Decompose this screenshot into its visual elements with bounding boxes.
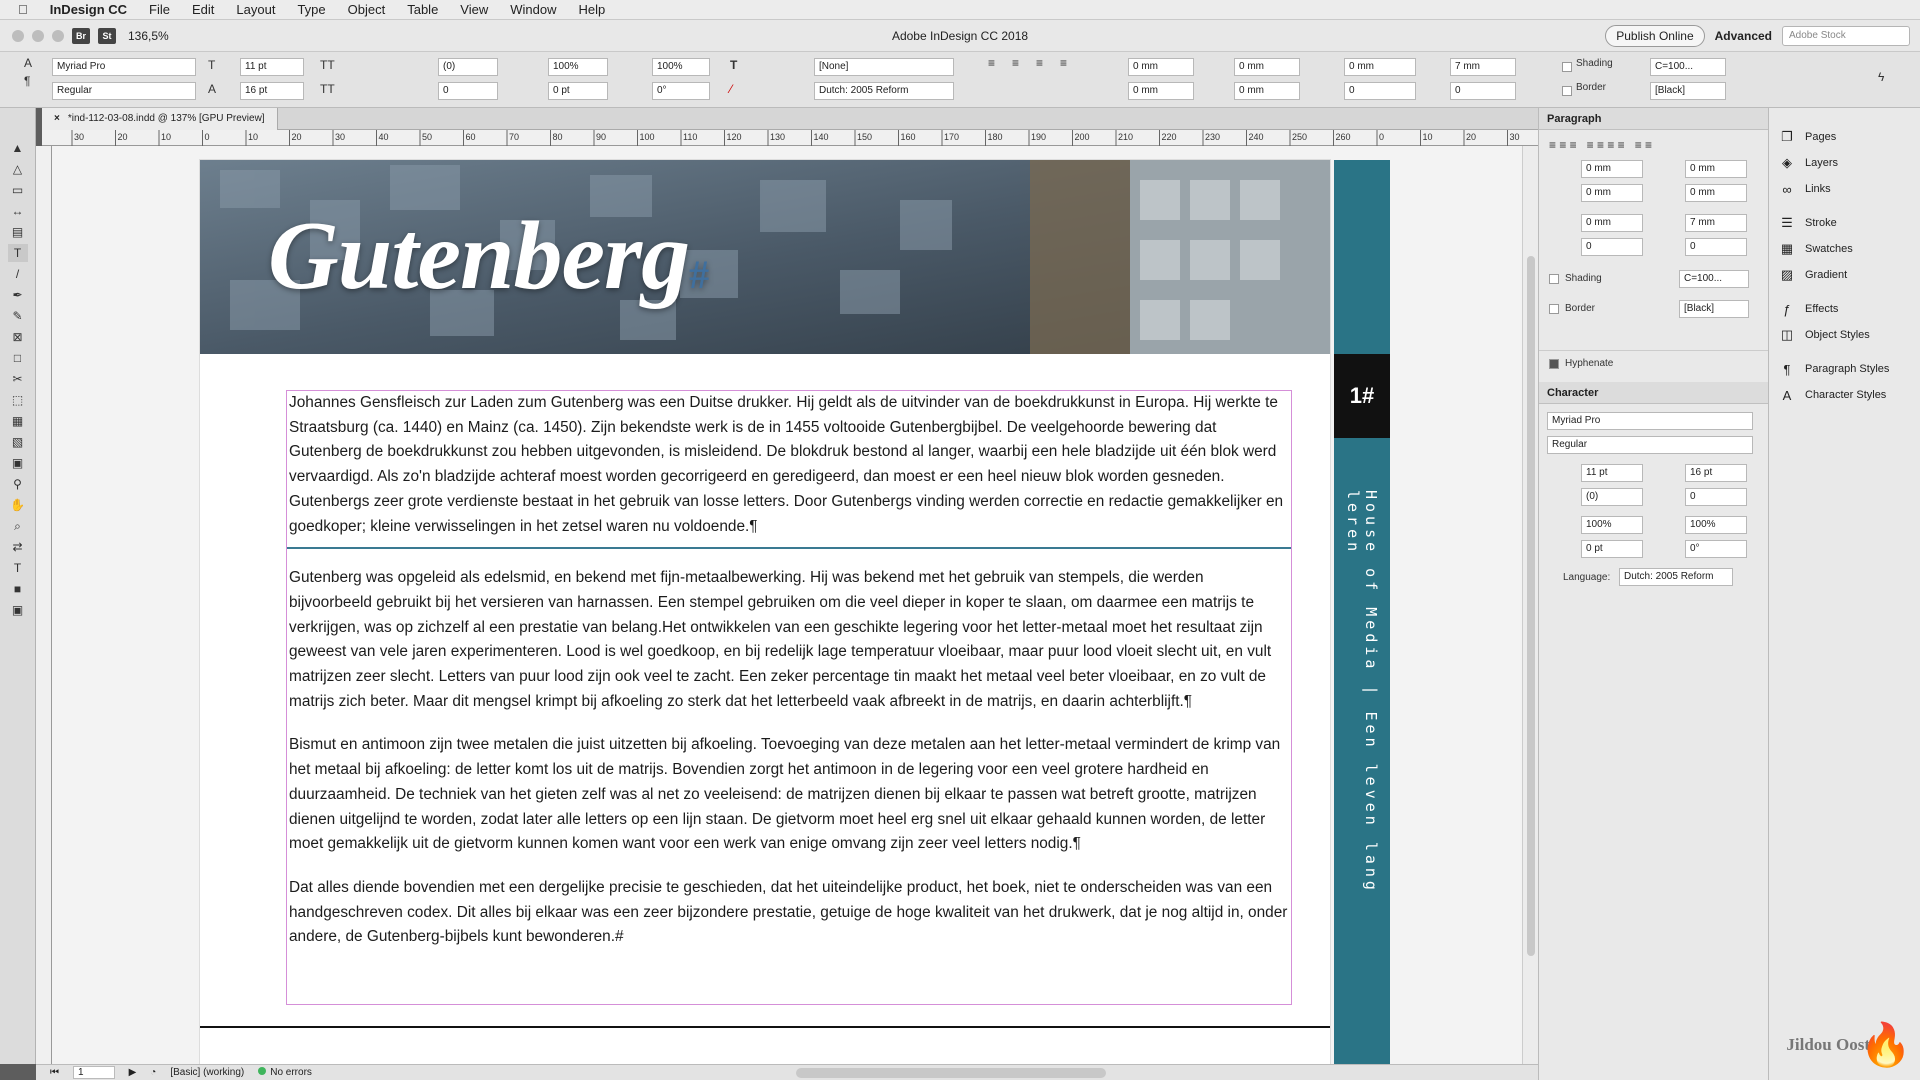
dock-effects[interactable] [1769,296,1920,322]
border-label: Border [1576,82,1607,93]
paragraph-space [287,714,1291,733]
document-tab-bar [42,108,1542,130]
note-tool-icon[interactable]: ▣ [11,456,24,470]
ruler-tick-label: 70 [509,132,520,142]
ruler-tick-label: 90 [596,132,607,142]
border-checkbox[interactable] [1562,86,1572,96]
dock-pages[interactable] [1769,124,1920,150]
tracking-field[interactable]: 0 [438,82,498,100]
char-size-field[interactable]: 11 pt [1581,464,1643,482]
baseline-shift-field[interactable]: 0 pt [548,82,608,100]
menu-edit[interactable]: Edit [182,2,205,17]
first-line-indent-field[interactable]: 0 mm [1128,82,1194,100]
free-transform-tool-icon[interactable]: ⬚ [11,393,24,407]
direct-selection-tool-icon[interactable]: △ [12,162,23,176]
body-text-frame[interactable] [286,390,1292,1005]
apple-icon[interactable] [18,2,28,17]
page-number-field[interactable]: 1 [73,1066,115,1079]
ruler-ticks [42,130,1542,146]
document-tab[interactable] [42,108,278,130]
para-right-indent-field[interactable]: 0 mm [1685,160,1747,178]
menu-object[interactable]: Object [337,2,376,17]
ruler-tick-label: 40 [378,132,389,142]
pages-icon: ❐ [1781,129,1793,144]
ruler-tick-label: 240 [1248,132,1264,142]
space-after-field[interactable]: 7 mm [1450,58,1516,76]
mac-menubar [0,0,1920,20]
paragraph-4[interactable]: Dat alles diende bovendien met een dergelijke precisie te geschieden, dat het uiteindelijke product, het boek, niet te onderscheiden was van een handgeschreven codex. Dit alles bij elkaar was een zeer bijzondere prestatie, getuige de hoge kwaliteit van het drukwerk, dat je nog altijd in, onder andere, de Gutenberg-bijbels kunt bewonderen.# [289,878,1288,946]
para-border-color[interactable]: [Black] [1679,300,1749,318]
para-shading-color[interactable]: C=100... [1679,270,1749,288]
ruler-tick-label: 200 [1074,132,1090,142]
pasteboard[interactable] [52,146,1522,1064]
char-hscale-field[interactable]: 100% [1685,516,1747,534]
paragraph-1[interactable]: Johannes Gensfleisch zur Laden zum Gutenberg was een Duitse drukker. Hij geldt als de uitvinder van de boekdrukkunst in Europa. Hij werkte te Straatsburg (ca. 1440) en Mainz (ca. 1450). Zijn bekendste werk is de in 1455 voltooide Gutenbergbijbel. De veelgehoorde bewering dat Gutenberg de boekdrukkunst zou hebben uitgevonden, is misleidend. De blokdruk bestond al langer, waarbij een hele bladzijde uit één blok werd vervaardigd. Als zo'n bladzijde achteraf moest worden gecorrigeerd en geredigeerd, dan moest er een heel nieuw blok worden gesneden. Gutenbergs zeer grote verdienste bestaat in het gebruik van losse letters. Door Gutenbergs vinding werden correctie en redactie gemakkelijker en goedkoper; kleine verwisselingen in het zetsel waren nu voldoende.¶ [289,394,1284,535]
swap-fill-stroke-icon[interactable]: ⇄ [12,540,23,554]
font-style-field[interactable]: Regular [52,82,196,100]
paragraph-styles-icon: ¶ [1783,361,1791,377]
app-menu[interactable]: InDesign CC [40,2,118,17]
align-center-icon[interactable]: ≡ [1012,56,1020,70]
flame-icon: 🔥 [1859,1021,1912,1068]
dock-object-styles[interactable] [1769,322,1920,348]
dropcap-lines-field[interactable]: 0 [1344,82,1416,100]
line-tool-icon[interactable]: / [15,267,20,281]
para-shading-label: Shading [1565,273,1602,284]
ruler-tick-label: 30 [335,132,346,142]
ruler-tick-label: 30 [74,132,85,142]
ruler-tick-label: 110 [683,132,698,142]
adobe-stock-search[interactable]: Adobe Stock [1782,26,1910,46]
font-size-field[interactable]: 11 pt [240,58,304,76]
document-page[interactable] [200,160,1380,1064]
char-font-style-field[interactable]: Regular [1547,436,1753,454]
banner-title[interactable] [268,200,708,312]
ruler-tick-label: 30 [1509,132,1520,142]
menu-table[interactable]: Table [397,2,429,17]
document-tab-label: *ind-112-03-08.indd @ 137% [GPU Preview] [67,113,265,124]
char-skew-field[interactable]: 0° [1685,540,1747,558]
align-right-icon[interactable]: ≡ [1036,56,1044,70]
superscript-icon[interactable]: TT [320,82,335,96]
zoom-level-field[interactable]: 136,5% [128,28,169,43]
end-of-story-mark: # [689,252,709,297]
hyphenate-label: Hyphenate [1565,358,1614,369]
menu-layout[interactable]: Layout [226,2,266,17]
ruler-tick-label: 0 [1379,132,1385,142]
screen-mode-icon[interactable]: ▣ [11,603,24,617]
layers-icon: ◈ [1782,155,1792,170]
ruler-tick-label: 190 [1031,132,1047,142]
ruler-tick-label: 60 [465,132,476,142]
scissors-tool-icon[interactable]: ✂ [12,372,23,386]
dock-swatches[interactable] [1769,236,1920,262]
ruler-tick-label: 250 [1292,132,1308,142]
page-tool-icon[interactable]: ▭ [11,183,24,197]
zoom-window-button[interactable] [52,30,64,42]
ruler-tick-label: 20 [117,132,128,142]
ruler-tick-label: 10 [1422,132,1433,142]
skew-field[interactable]: 0° [652,82,710,100]
ruler-tick-label: 0 [204,132,210,142]
control-panel [0,52,1920,108]
language-label: Language: [1563,572,1611,583]
ruler-tick-label: 20 [291,132,302,142]
character-styles-icon: A [1782,387,1792,403]
ruler-tick-label: 50 [422,132,433,142]
para-border-label: Border [1565,303,1596,314]
char-baseline-field[interactable]: 0 pt [1581,540,1643,558]
vertical-scrollbar[interactable] [1522,146,1538,1064]
last-line-indent-field[interactable]: 0 mm [1234,82,1300,100]
leading-field[interactable]: 16 pt [240,82,304,100]
vertical-scroll-thumb[interactable] [1527,256,1535,956]
lightning-icon[interactable]: ϟ [1878,70,1885,84]
para-dropcap-lines-field[interactable]: 0 [1581,238,1643,256]
character-mode-icon[interactable]: A [24,56,33,70]
stock-button[interactable]: St [98,28,116,44]
preflight-icon[interactable]: ◔ [150,1067,157,1078]
ruler-tick-label: 10 [161,132,172,142]
leading-icon: A [208,82,217,96]
effects-icon: ƒ [1783,301,1791,317]
dock-label: Paragraph Styles [1805,363,1890,375]
panel-dock [1768,108,1920,1080]
pen-tool-icon[interactable]: ✒ [12,288,23,302]
ruler-tick-label: 130 [770,132,786,142]
paragraph-3[interactable]: Bismut en antimoon zijn twee metalen die juist uitzetten bij afkoeling. Toevoeging van deze metalen aan het letter-metaal vermindert de krimp van het metaal bij afkoeling: de letter komt los uit de matrijs. Bovendien zorgt het antimoon in de legering voor een veel grotere hardheid en duurzaamheid. De techniek van het gieten zelf was al net zo veeleisend: de matrijzen dienen bij elkaar te passen wat betreft grootte, matrijzen dienen uitgelijnd te worden, zodat later alle letters op een lijn staan. De gietvorm moet heel erg snel uit elkaar gehaald kunnen worden, de letter moet gemakkelijk uit de gietvorm kunnen komen want voor een werk van enige omvang zijn zeer veel letters nodig.¶ [289,736,1281,853]
para-space-before-field[interactable]: 0 mm [1581,214,1643,232]
dock-stroke[interactable] [1769,210,1920,236]
rectangle-tool-icon[interactable]: □ [13,351,22,365]
char-vscale-field[interactable]: 100% [1581,516,1643,534]
para-border-checkbox[interactable] [1549,304,1559,314]
dock-gradient[interactable] [1769,262,1920,288]
para-dropcap-chars-field[interactable]: 0 [1685,238,1747,256]
dock-label: Gradient [1805,269,1848,281]
gradient-icon: ▨ [1780,267,1794,282]
window-controls [12,30,64,42]
workspace-switcher[interactable]: Advanced [1714,29,1772,43]
close-tab-icon[interactable]: × [54,113,60,124]
paragraph-panel-title[interactable]: Paragraph [1539,108,1768,130]
gradient-feather-tool-icon[interactable]: ▧ [11,435,24,449]
formatting-text-icon[interactable]: T [13,561,22,575]
menu-file[interactable]: File [139,2,161,17]
para-last-line-field[interactable]: 0 mm [1685,184,1747,202]
ruler-tick-label: 100 [639,132,655,142]
vertical-scale-field[interactable]: 100% [548,58,608,76]
gap-tool-icon[interactable]: ↔ [11,204,24,218]
links-icon: ∞ [1782,181,1792,197]
dock-layers[interactable] [1769,150,1920,176]
shading-label: Shading [1576,58,1613,69]
para-shading-checkbox[interactable] [1549,274,1559,284]
paragraph-character-panels [1538,108,1768,1080]
window-title: Adobe InDesign CC 2018 [891,28,1029,43]
watermark: Jildou Oost [1786,1035,1870,1054]
paragraph-2[interactable]: Gutenberg was opgeleid als edelsmid, en bekend met fijn-metaalbewerking. Hij was bekend met het gebruik van stempels, die werden bijvoorbeeld gebruikt bij het versieren van harnassen. Een stempel gebruiken om die veel dieper in koper te slaan, om daarmee een matrijs te verkrijgen, was op zichzelf al een prestatie van belang.Het ontwikkelen van een geschikte legering voor het letter-metaal moet het resultaat zijn geweest van vele jaren experimenteren. Lood is wel goedkoop, en bij redelijk lage temperatuur vloeibaar, maar puur lood vloeit slecht uit, en vult matrijzen zeer slecht. Letters van puur lood zijn ook veel te zacht. Een zeker percentage tin maakt het metaal veel beter vloeibaar, en zo vult de matrijs zich beter. Maar dit mengsel krimpt bij afkoeling zo sterk dat het letterbeeld vaak afbreekt in de matrijs, en daarin achterblijft.¶ [289,569,1272,710]
ruler-tick-label: 170 [944,132,960,142]
character-panel-title[interactable]: Character [1539,382,1768,404]
pencil-tool-icon[interactable]: ✎ [12,309,23,323]
char-kerning-field[interactable]: (0) [1581,488,1643,506]
ruler-tick-label: 10 [248,132,259,142]
para-left-indent-field[interactable]: 0 mm [1581,160,1643,178]
shading-color-field[interactable]: C=100... [1650,58,1726,76]
publish-online-button[interactable]: Publish Online [1605,25,1704,47]
all-caps-icon[interactable]: TT [320,58,335,72]
no-errors-icon [258,1067,266,1075]
dock-label: Swatches [1805,243,1853,255]
dock-character-styles[interactable] [1769,382,1920,408]
dock-paragraph-styles[interactable] [1769,356,1920,382]
char-tracking-field[interactable]: 0 [1685,488,1747,506]
dock-links[interactable] [1769,176,1920,202]
kerning-field[interactable]: (0) [438,58,498,76]
menu-help[interactable]: Help [568,2,596,17]
fill-swatch-icon[interactable]: ■ [13,582,22,596]
paragraph-space [287,857,1291,876]
paragraph-rule [287,547,1291,549]
horizontal-scroll-thumb[interactable] [796,1068,1106,1078]
zoom-tool-icon[interactable]: ⌕ [14,518,21,533]
preflight-profile[interactable]: [Basic] (working) [170,1067,245,1078]
ruler-tick-label: 220 [1161,132,1177,142]
minimize-window-button[interactable] [32,30,44,42]
ruler-tick-label: 260 [1335,132,1351,142]
dropcap-chars-field[interactable]: 0 [1450,82,1516,100]
rectangle-frame-tool-icon[interactable]: ⊠ [12,330,23,344]
preflight-status[interactable] [258,1067,312,1078]
dock-label: Layers [1805,157,1839,169]
vertical-ruler[interactable] [36,146,52,1064]
menu-view[interactable]: View [450,2,479,17]
page-number-box[interactable]: 1# [1334,354,1390,438]
type-tool-icon[interactable]: T [8,244,28,262]
selection-tool-icon[interactable]: ▲ [11,141,24,155]
ruler-tick-label: 80 [552,132,563,142]
left-indent-field[interactable]: 0 mm [1128,58,1194,76]
horizontal-ruler[interactable] [42,130,1542,146]
font-size-icon: T [208,58,216,72]
fill-text-icon[interactable]: T [730,58,738,72]
sidebar-vertical-text[interactable]: House of Media | Een leven lang leren [1344,490,1380,894]
close-window-button[interactable] [12,30,24,42]
gradient-tool-icon[interactable]: ▦ [11,414,24,428]
app-titlebar [0,20,1920,52]
justify-icon[interactable]: ≡ [1060,56,1068,70]
horizontal-scale-field[interactable]: 100% [652,58,710,76]
hand-tool-icon[interactable]: ✋ [10,498,25,512]
ruler-tick-label: 120 [726,132,742,142]
paragraph-mode-icon[interactable]: ¶ [24,74,31,88]
ruler-tick-label: 180 [987,132,1003,142]
char-font-family-field[interactable]: Myriad Pro [1547,412,1753,430]
dock-label: Object Styles [1805,329,1870,341]
page-footer-rule [200,1026,1330,1028]
menu-window[interactable]: Window [500,2,547,17]
bridge-button[interactable]: Br [72,28,90,44]
ruler-tick-label: 160 [900,132,916,142]
dock-label: Links [1805,183,1831,195]
stroke-none-icon[interactable]: ⁄ [730,82,733,96]
object-styles-icon: ◫ [1780,327,1794,342]
ruler-tick-label: 150 [857,132,873,142]
char-leading-field[interactable]: 16 pt [1685,464,1747,482]
banner-title-text: Gutenberg [268,202,690,310]
char-language-field[interactable]: Dutch: 2005 Reform [1619,568,1733,586]
character-style-field[interactable]: [None] [814,58,954,76]
space-before-field[interactable]: 0 mm [1344,58,1416,76]
menu-type[interactable]: Type [287,2,316,17]
font-family-field[interactable]: Myriad Pro [52,58,196,76]
stroke-icon: ☰ [1781,215,1793,230]
swatches-icon: ▦ [1780,241,1794,256]
right-indent-field[interactable]: 0 mm [1234,58,1300,76]
para-space-after-field[interactable]: 7 mm [1685,214,1747,232]
para-first-line-field[interactable]: 0 mm [1581,184,1643,202]
first-page-icon[interactable]: ⏮ [50,1067,59,1078]
language-field[interactable]: Dutch: 2005 Reform [814,82,954,100]
dock-label: Character Styles [1805,389,1887,401]
dock-label: Stroke [1805,217,1837,229]
border-color-field[interactable]: [Black] [1650,82,1726,100]
hyphenate-checkbox[interactable] [1549,359,1559,369]
content-collector-icon[interactable]: ▤ [11,225,24,239]
eyedropper-tool-icon[interactable]: ⚲ [13,477,22,491]
errors-label: No errors [270,1067,312,1078]
align-buttons[interactable]: ≡ ≡ ≡ ≡ ≡ ≡ ≡ ≡ ≡ [1549,138,1653,152]
next-page-icon[interactable]: ▶ [128,1067,137,1078]
ruler-tick-label: 140 [813,132,829,142]
dock-label: Pages [1805,131,1837,143]
align-left-icon[interactable]: ≡ [988,56,996,70]
dock-label: Effects [1805,303,1839,315]
tools-panel [0,108,36,1064]
ruler-tick-label: 230 [1205,132,1221,142]
ruler-tick-label: 210 [1118,132,1134,142]
status-bar [36,1064,1542,1080]
shading-checkbox[interactable] [1562,62,1572,72]
ruler-tick-label: 20 [1466,132,1477,142]
banner-image-frame[interactable] [200,160,1330,354]
